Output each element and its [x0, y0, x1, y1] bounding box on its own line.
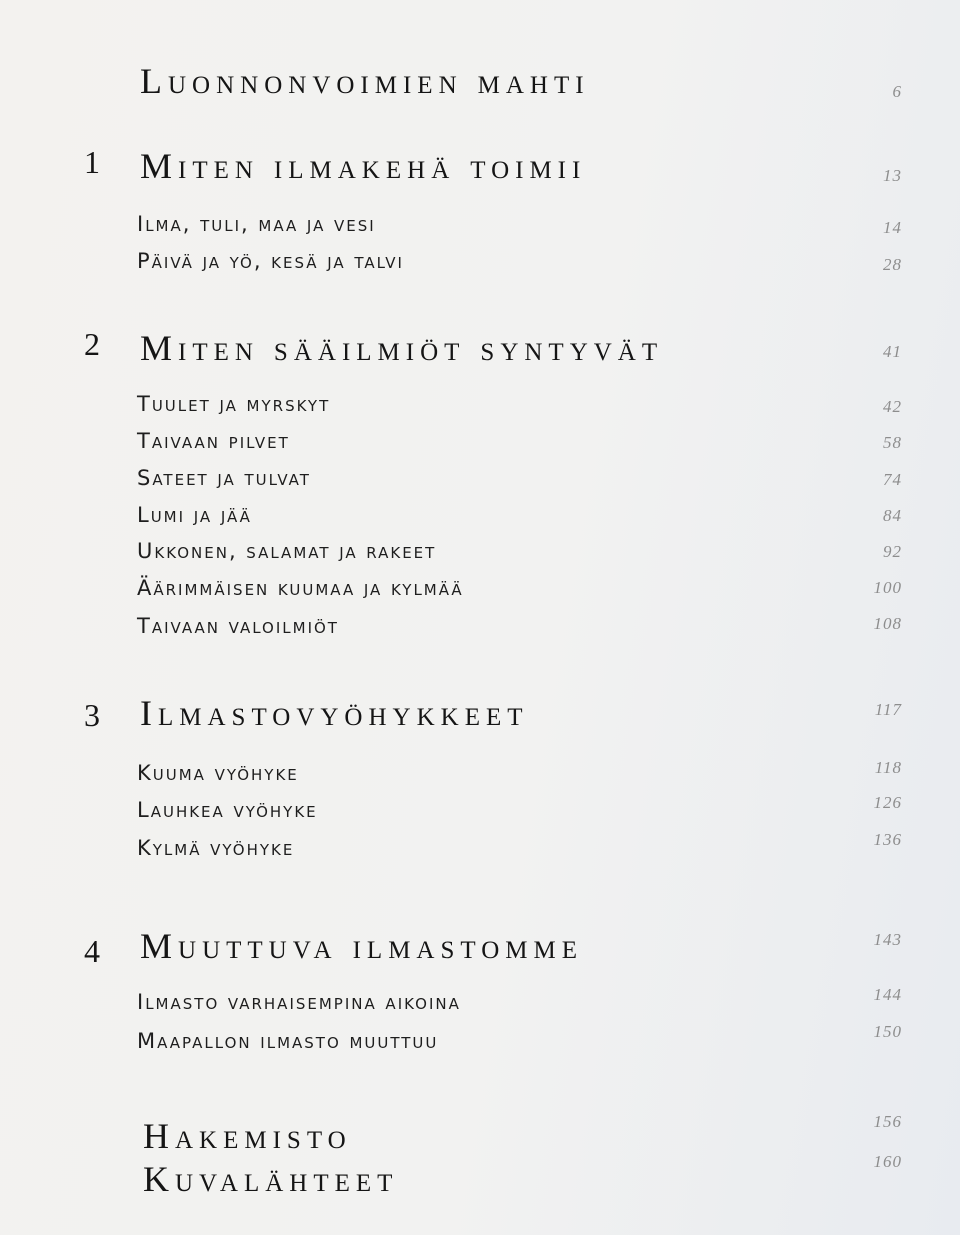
- chapter-title: Ilmastovyöhykkeet: [140, 693, 529, 733]
- section-title: Lumi ja jää: [137, 503, 252, 527]
- section-page-number: 14: [883, 218, 902, 237]
- section-title: Kylmä vyöhyke: [137, 836, 295, 860]
- back-matter-page-number: 156: [873, 1112, 902, 1131]
- section-title: Kuuma vyöhyke: [137, 761, 299, 785]
- back-matter-title: Kuvalähteet: [143, 1159, 399, 1199]
- section-page-number: 126: [873, 793, 902, 812]
- section-title: Sateet ja tulvat: [137, 466, 311, 490]
- chapter-number: 1: [84, 144, 100, 180]
- intro-page-number: 6: [892, 82, 902, 101]
- section-page-number: 108: [873, 614, 902, 633]
- back-matter-page-number: 160: [873, 1152, 902, 1171]
- section-title: Maapallon ilmasto muuttuu: [137, 1029, 439, 1053]
- chapter-page-number: 117: [874, 700, 902, 719]
- section-title: Ilmasto varhaisempina aikoina: [137, 990, 461, 1014]
- section-title: Ilma, tuli, maa ja vesi: [137, 212, 376, 236]
- chapter-page-number: 13: [883, 166, 902, 185]
- section-page-number: 92: [883, 542, 902, 561]
- section-title: Äärimmäisen kuumaa ja kylmää: [137, 576, 464, 600]
- section-page-number: 42: [883, 397, 902, 416]
- section-page-number: 144: [873, 985, 902, 1004]
- section-page-number: 118: [874, 758, 902, 777]
- section-page-number: 136: [873, 830, 902, 849]
- chapter-page-number: 143: [873, 930, 902, 949]
- chapter-title: Muuttuva ilmastomme: [140, 926, 583, 966]
- chapter-number: 2: [84, 326, 100, 362]
- section-title: Tuulet ja myrskyt: [137, 392, 331, 416]
- chapter-number: 4: [84, 933, 100, 969]
- section-page-number: 28: [883, 255, 902, 274]
- section-page-number: 74: [883, 470, 902, 489]
- intro-title: Luonnonvoimien mahti: [140, 61, 590, 101]
- section-title: Ukkonen, salamat ja rakeet: [137, 539, 437, 563]
- chapter-title: Miten sääilmiöt syntyvät: [140, 328, 664, 368]
- chapter-page-number: 41: [883, 342, 902, 361]
- section-page-number: 84: [883, 506, 902, 525]
- section-title: Taivaan valoilmiöt: [137, 614, 339, 638]
- section-page-number: 100: [873, 578, 902, 597]
- section-page-number: 150: [873, 1022, 902, 1041]
- section-page-number: 58: [883, 433, 902, 452]
- chapter-number: 3: [84, 697, 100, 733]
- section-title: Lauhkea vyöhyke: [137, 798, 318, 822]
- section-title: Päivä ja yö, kesä ja talvi: [137, 249, 404, 273]
- back-matter-title: Hakemisto: [143, 1116, 352, 1156]
- section-title: Taivaan pilvet: [137, 429, 290, 453]
- chapter-title: Miten ilmakehä toimii: [140, 146, 587, 186]
